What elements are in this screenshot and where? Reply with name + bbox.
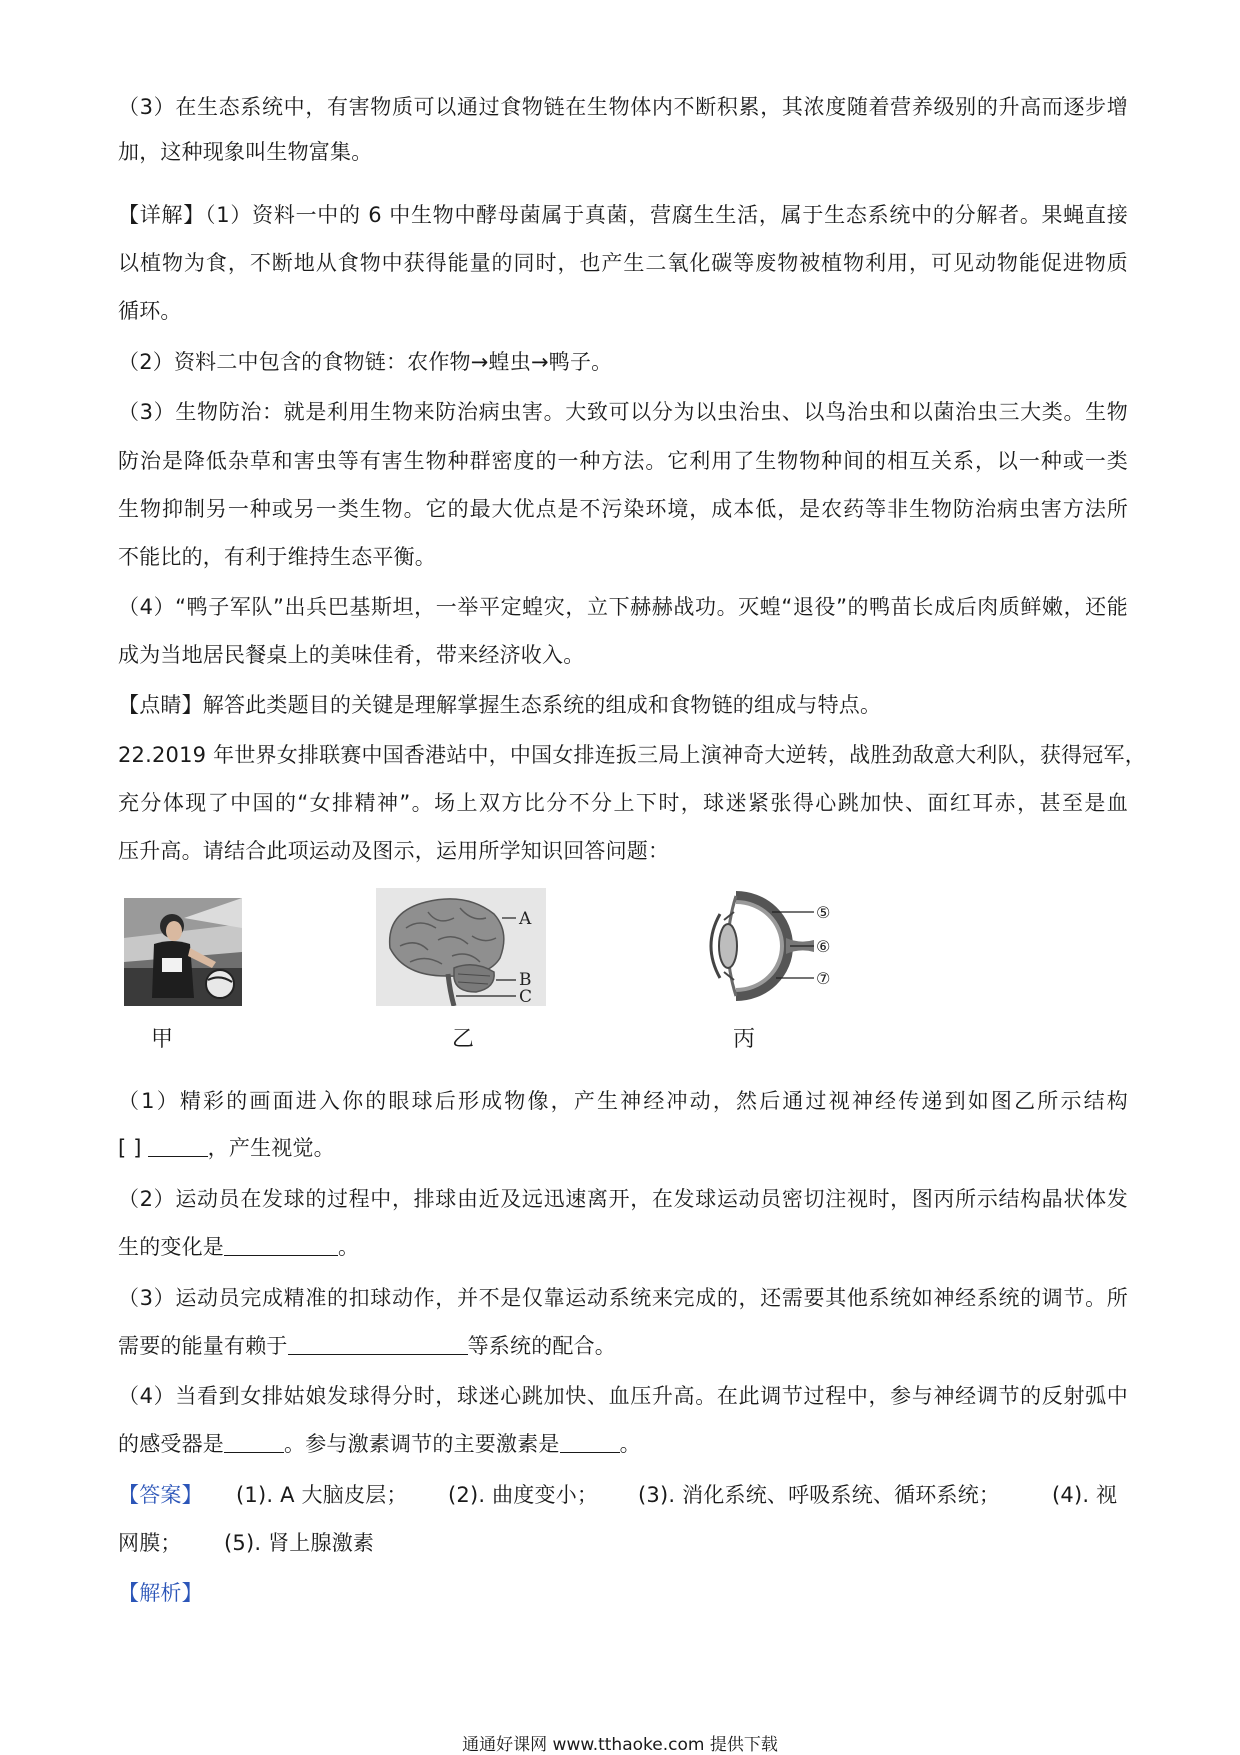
brain-diagram [376, 888, 546, 1006]
paragraph-line: （3）生物防治：就是利用生物来防治病虫害。大致可以分为以虫治虫、以鸟治虫和以菌治虫三大类。生物 [118, 400, 1128, 424]
question-stem: 充分体现了中国的“女排精神”。场上双方比分不分上下时，球迷紧张得心跳加快、面红耳赤，甚至是血 [118, 791, 1128, 815]
answer-blank [148, 1134, 208, 1157]
paragraph-line: 【详解】（1）资料一中的 6 中生物中酵母菌属于真菌，营腐生生活，属于生态系统中的分解者。果蝇直接 [118, 203, 1128, 227]
figure-caption-bing: 丙 [733, 1027, 756, 1052]
answer-4-cont: 网膜； [118, 1531, 182, 1555]
paragraph-line: 成为当地居民餐桌上的美味佳肴，带来经济收入。 [118, 643, 585, 667]
paragraph-line: （3）在生态系统中，有害物质可以通过食物链在生物体内不断积累，其浓度随着营养级别的升高而逐步增 [118, 95, 1128, 119]
answer-tag: 【答案】 [118, 1483, 203, 1507]
sub-question-2-blank-line: 生的变化是 。 [118, 1235, 360, 1259]
answer-1: (1). A 大脑皮层； [236, 1483, 408, 1507]
paragraph-line: （4）“鸭子军队”出兵巴基斯坦，一举平定蝗灾，立下赫赫战功。灭蝗“退役”的鸭苗长成后肉质鲜嫩，还能 [118, 595, 1128, 619]
answer-blank [224, 1430, 284, 1453]
brain-label-c: C [519, 987, 533, 1006]
sub-question-3-blank-line: 需要的能量有赖于 等系统的配合。 [118, 1334, 617, 1358]
answer-4: (4). 视 [1052, 1483, 1118, 1507]
page-footer: 通通好课网 www.tthaoke.com 提供下载 [462, 1735, 778, 1755]
sub-question-1-blank-line: [ ] ，产生视觉。 [118, 1136, 335, 1160]
brain-label-a: A [519, 909, 532, 929]
figure-caption-jia: 甲 [151, 1027, 174, 1052]
paragraph-line: 加，这种现象叫生物富集。 [118, 140, 373, 164]
paragraph-line: 【点睛】解答此类题目的关键是理解掌握生态系统的组成和食物链的组成与特点。 [118, 693, 882, 717]
sub-question-4: （4）当看到女排姑娘发球得分时，球迷心跳加快、血压升高。在此调节过程中，参与神经调节的反射弧中 [118, 1384, 1128, 1408]
answer-blank [288, 1332, 468, 1355]
question-stem: 22.2019 年世界女排联赛中国香港站中，中国女排连扳三局上演神奇大逆转，战胜劲敌意大利队，获得冠军， [118, 743, 1146, 767]
answer-5: (5). 肾上腺激素 [224, 1531, 375, 1555]
paragraph-line: 不能比的，有利于维持生态平衡。 [118, 545, 436, 569]
sub-question-4-blank-line: 的感受器是 。参与激素调节的主要激素是 。 [118, 1432, 641, 1456]
question-stem: 压升高。请结合此项运动及图示，运用所学知识回答问题： [118, 839, 670, 863]
answer-blank [224, 1233, 338, 1256]
sub-question-2: （2）运动员在发球的过程中，排球由近及远迅速离开，在发球运动员密切注视时，图丙所示结构晶状体发 [118, 1187, 1128, 1211]
paragraph-line: 循环。 [118, 299, 182, 323]
eye-label-5: ⑤ [816, 903, 831, 922]
analysis-tag: 【解析】 [118, 1581, 203, 1605]
sub-question-1: （1）精彩的画面进入你的眼球后形成物像，产生神经冲动，然后通过视神经传递到如图乙所示结构 [118, 1089, 1128, 1113]
eyeball-diagram [664, 890, 854, 1002]
volleyball-player-photo [124, 898, 242, 1006]
sub-question-3: （3）运动员完成精准的扣球动作，并不是仅靠运动系统来完成的，还需要其他系统如神经系统的调节。所 [118, 1286, 1128, 1310]
eye-label-6: ⑥ [816, 937, 831, 956]
answer-line [118, 1480, 1128, 1510]
answer-blank [560, 1430, 620, 1453]
paragraph-line: 生物抑制另一种或另一类生物。它的最大优点是不污染环境，成本低，是农药等非生物防治病虫害方法所 [118, 497, 1128, 521]
paragraph-line: （2）资料二中包含的食物链：农作物→蝗虫→鸭子。 [118, 350, 613, 374]
figure-caption-yi: 乙 [452, 1027, 475, 1052]
answer-line [118, 1528, 1128, 1558]
eye-label-7: ⑦ [816, 969, 831, 988]
paragraph-line: 防治是降低杂草和害虫等有害生物种群密度的一种方法。它利用了生物物种间的相互关系，以一种或一类 [118, 449, 1128, 473]
answer-3: (3). 消化系统、呼吸系统、循环系统； [638, 1483, 1001, 1507]
paragraph-line: 以植物为食，不断地从食物中获得能量的同时，也产生二氧化碳等废物被植物利用，可见动物能促进物质 [118, 251, 1128, 275]
answer-bracket: [ ] [118, 1136, 142, 1160]
brain-label-b: B [519, 970, 532, 990]
answer-2: (2). 曲度变小； [448, 1483, 599, 1507]
